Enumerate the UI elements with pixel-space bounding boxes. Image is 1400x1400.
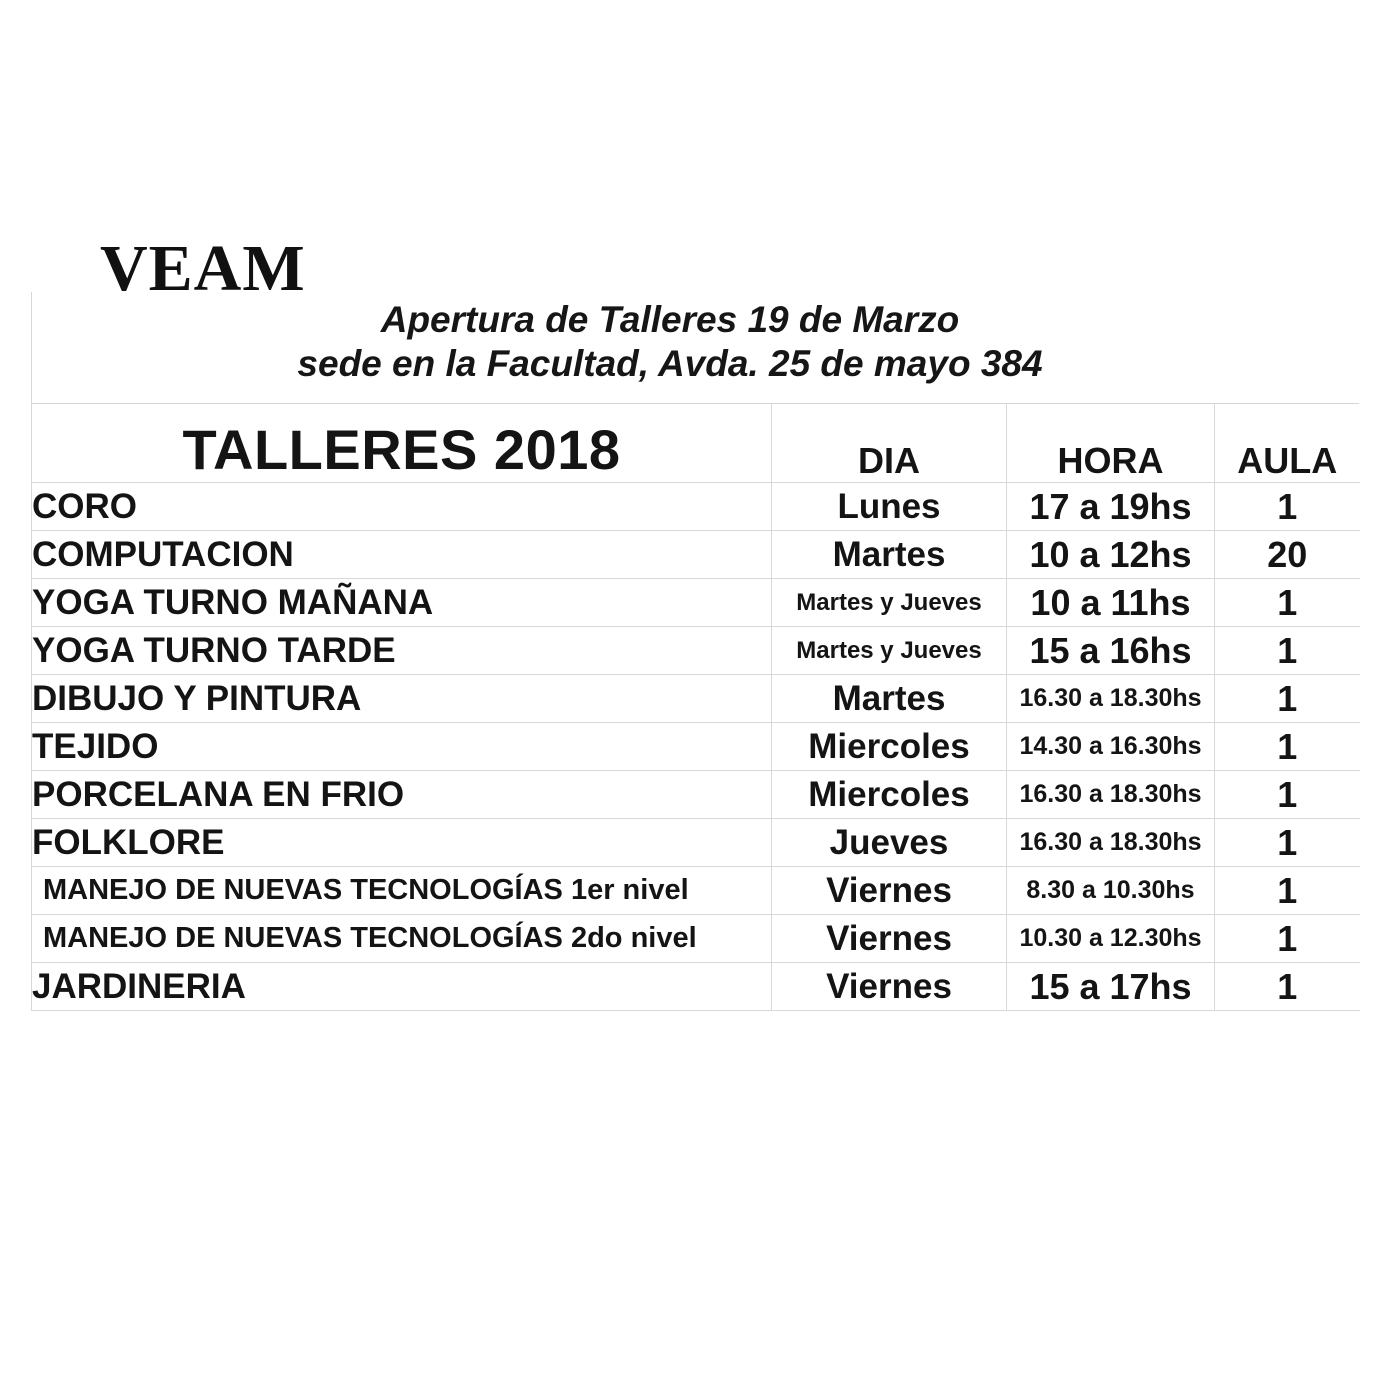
table-row bbox=[32, 483, 1360, 531]
time-cell: 15 a 16hs bbox=[1007, 627, 1215, 675]
table-row bbox=[32, 579, 1360, 627]
room-cell: 1 bbox=[1215, 963, 1360, 1011]
header-talleres: TALLERES 2018 bbox=[32, 404, 772, 483]
time-cell: 15 a 17hs bbox=[1007, 963, 1215, 1011]
veam-logo: VEAM bbox=[100, 232, 306, 305]
workshop-name-cell: TEJIDO bbox=[32, 723, 772, 771]
workshop-name-cell: YOGA TURNO MAÑANA bbox=[32, 579, 772, 627]
day-cell: Jueves bbox=[772, 819, 1007, 867]
room-cell: 1 bbox=[1215, 579, 1360, 627]
table-row bbox=[32, 963, 1360, 1011]
day-cell: Miercoles bbox=[772, 771, 1007, 819]
table-row bbox=[32, 867, 1360, 915]
subtitle-line-1: Apertura de Talleres 19 de Marzo bbox=[380, 299, 960, 340]
table-row bbox=[32, 819, 1360, 867]
table-header-row bbox=[32, 404, 1360, 483]
workshop-name-cell: YOGA TURNO TARDE bbox=[32, 627, 772, 675]
room-cell: 1 bbox=[1215, 627, 1360, 675]
workshop-name-cell: JARDINERIA bbox=[32, 963, 772, 1011]
day-cell: Miercoles bbox=[772, 723, 1007, 771]
time-cell: 14.30 a 16.30hs bbox=[1007, 723, 1215, 771]
room-cell: 1 bbox=[1215, 723, 1360, 771]
room-cell: 1 bbox=[1215, 915, 1360, 963]
table-row bbox=[32, 675, 1360, 723]
time-cell: 16.30 a 18.30hs bbox=[1007, 675, 1215, 723]
time-cell: 16.30 a 18.30hs bbox=[1007, 771, 1215, 819]
room-cell: 20 bbox=[1215, 531, 1360, 579]
room-cell: 1 bbox=[1215, 819, 1360, 867]
day-cell: Viernes bbox=[772, 867, 1007, 915]
table-row bbox=[32, 531, 1360, 579]
day-cell: Viernes bbox=[772, 915, 1007, 963]
day-cell: Lunes bbox=[772, 483, 1007, 531]
workshop-name-cell: MANEJO DE NUEVAS TECNOLOGÍAS 2do nivel bbox=[32, 915, 772, 963]
room-cell: 1 bbox=[1215, 867, 1360, 915]
workshop-name-cell: DIBUJO Y PINTURA bbox=[32, 675, 772, 723]
workshop-name-cell: FOLKLORE bbox=[32, 819, 772, 867]
time-cell: 10 a 12hs bbox=[1007, 531, 1215, 579]
table-row bbox=[32, 723, 1360, 771]
table-row bbox=[32, 915, 1360, 963]
subtitle-line-2: sede en la Facultad, Avda. 25 de mayo 384 bbox=[297, 343, 1043, 384]
room-cell: 1 bbox=[1215, 771, 1360, 819]
time-cell: 16.30 a 18.30hs bbox=[1007, 819, 1215, 867]
workshop-name-cell: CORO bbox=[32, 483, 772, 531]
time-cell: 10 a 11hs bbox=[1007, 579, 1215, 627]
header-aula: AULA bbox=[1215, 404, 1360, 483]
header-dia: DIA bbox=[772, 404, 1007, 483]
workshop-schedule-table bbox=[31, 404, 1360, 1011]
workshop-name-cell: MANEJO DE NUEVAS TECNOLOGÍAS 1er nivel bbox=[32, 867, 772, 915]
day-cell: Martes y Jueves bbox=[772, 627, 1007, 675]
day-cell: Viernes bbox=[772, 963, 1007, 1011]
table-row bbox=[32, 627, 1360, 675]
room-cell: 1 bbox=[1215, 483, 1360, 531]
room-cell: 1 bbox=[1215, 675, 1360, 723]
header-hora: HORA bbox=[1007, 404, 1215, 483]
time-cell: 17 a 19hs bbox=[1007, 483, 1215, 531]
day-cell: Martes y Jueves bbox=[772, 579, 1007, 627]
time-cell: 8.30 a 10.30hs bbox=[1007, 867, 1215, 915]
time-cell: 10.30 a 12.30hs bbox=[1007, 915, 1215, 963]
workshop-name-cell: COMPUTACION bbox=[32, 531, 772, 579]
workshop-name-cell: PORCELANA EN FRIO bbox=[32, 771, 772, 819]
day-cell: Martes bbox=[772, 675, 1007, 723]
day-cell: Martes bbox=[772, 531, 1007, 579]
table-row bbox=[32, 771, 1360, 819]
